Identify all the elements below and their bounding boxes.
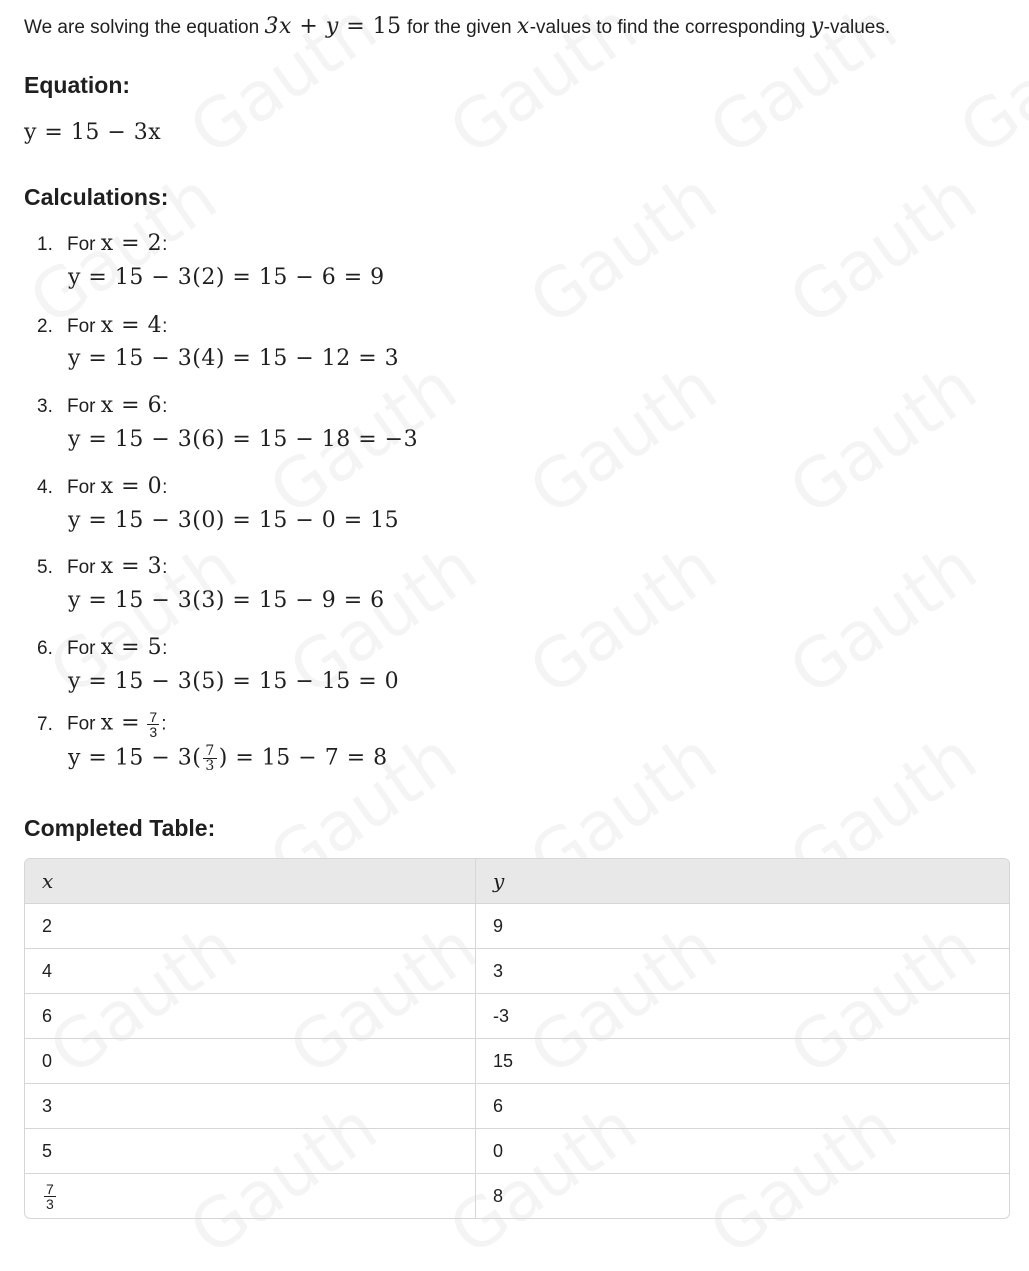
equation-heading: Equation: (24, 72, 131, 98)
gauth-watermark (516, 158, 731, 342)
step-5-calc: y = 15 − 3(3) = 15 − 9 = 6 (68, 588, 385, 613)
step-2-label: 2. For x = 4: (37, 313, 168, 338)
intro-y-var: y (810, 14, 824, 39)
step-7-fraction: $\frac{7}{3}$ (149, 709, 158, 740)
table-cell-y: 6 (476, 1084, 1009, 1129)
step-7-calc: y = 15 − 3( $\frac{7}{3}$ ) = 15 − 7 = 8 (68, 743, 388, 774)
table-row (25, 949, 1009, 994)
step-3-calc: y = 15 − 3(6) = 15 − 18 = −3 (68, 427, 419, 452)
table-row (25, 994, 1009, 1039)
gauth-watermark (946, 0, 1029, 171)
step-7-label: 7. For x = $\frac{7}{3}$ : (37, 709, 167, 740)
intro-x-var: x (516, 14, 530, 39)
table-header-y: y (476, 859, 1009, 904)
table-cell-y: 15 (476, 1039, 1009, 1084)
results-table (24, 858, 1010, 1219)
intro-sentence (24, 12, 890, 43)
table-cell-x: 6 (25, 994, 476, 1039)
table-cell-y: 8 (493, 1185, 504, 1206)
table-cell-y: 9 (476, 904, 1009, 949)
table-header-row (25, 859, 1009, 904)
step-2-calc: y = 15 − 3(4) = 15 − 12 = 3 (68, 346, 400, 371)
main-equation: y = 15 − 3x (24, 120, 162, 145)
table-cell-x: 0 (25, 1039, 476, 1084)
table-cell-x (25, 1174, 476, 1218)
table-heading: Completed Table: (24, 815, 216, 841)
step-6-label: 6. For x = 5: (37, 635, 168, 660)
step-3-label: 3. For x = 6: (37, 393, 168, 418)
table-cell-x: 3 (25, 1084, 476, 1129)
step-6-calc: y = 15 − 3(5) = 15 − 15 = 0 (68, 669, 400, 694)
step-4-calc: y = 15 − 3(0) = 15 − 0 = 15 (68, 508, 400, 533)
step-1-calc: y = 15 − 3(2) = 15 − 6 = 9 (68, 265, 385, 290)
table-row (25, 904, 1009, 949)
table-cell-x: 4 (25, 949, 476, 994)
gauth-watermark (776, 528, 991, 712)
gauth-watermark (776, 158, 991, 342)
step-1-label: 1. For x = 2: (37, 231, 168, 256)
table-row (25, 1174, 1009, 1218)
table-cell-y: -3 (476, 994, 1009, 1039)
intro-middle: for the given (406, 17, 512, 38)
gauth-watermark (776, 348, 991, 532)
table-header-x: x (25, 859, 476, 904)
table-row (25, 1129, 1009, 1174)
table-row (25, 1084, 1009, 1129)
table-cell-y: 3 (476, 949, 1009, 994)
gauth-watermark (516, 528, 731, 712)
table-fraction: $\frac{7}{3}$ (46, 1180, 54, 1212)
table-cell-x: 5 (25, 1129, 476, 1174)
intro-middle2: -values to find the corresponding (529, 17, 806, 38)
step-5-label: 5. For x = 3: (37, 554, 168, 579)
table-row (25, 1039, 1009, 1084)
table-cell-y: 0 (476, 1129, 1009, 1174)
intro-prefix: We are solving the equation (24, 17, 260, 38)
table-cell-x: 2 (25, 904, 476, 949)
gauth-watermark (516, 348, 731, 532)
intro-equation: 3x + y = 15 (264, 14, 402, 39)
calculations-heading: Calculations: (24, 184, 169, 210)
intro-suffix: -values. (823, 17, 891, 38)
step-4-label: 4. For x = 0: (37, 474, 168, 499)
